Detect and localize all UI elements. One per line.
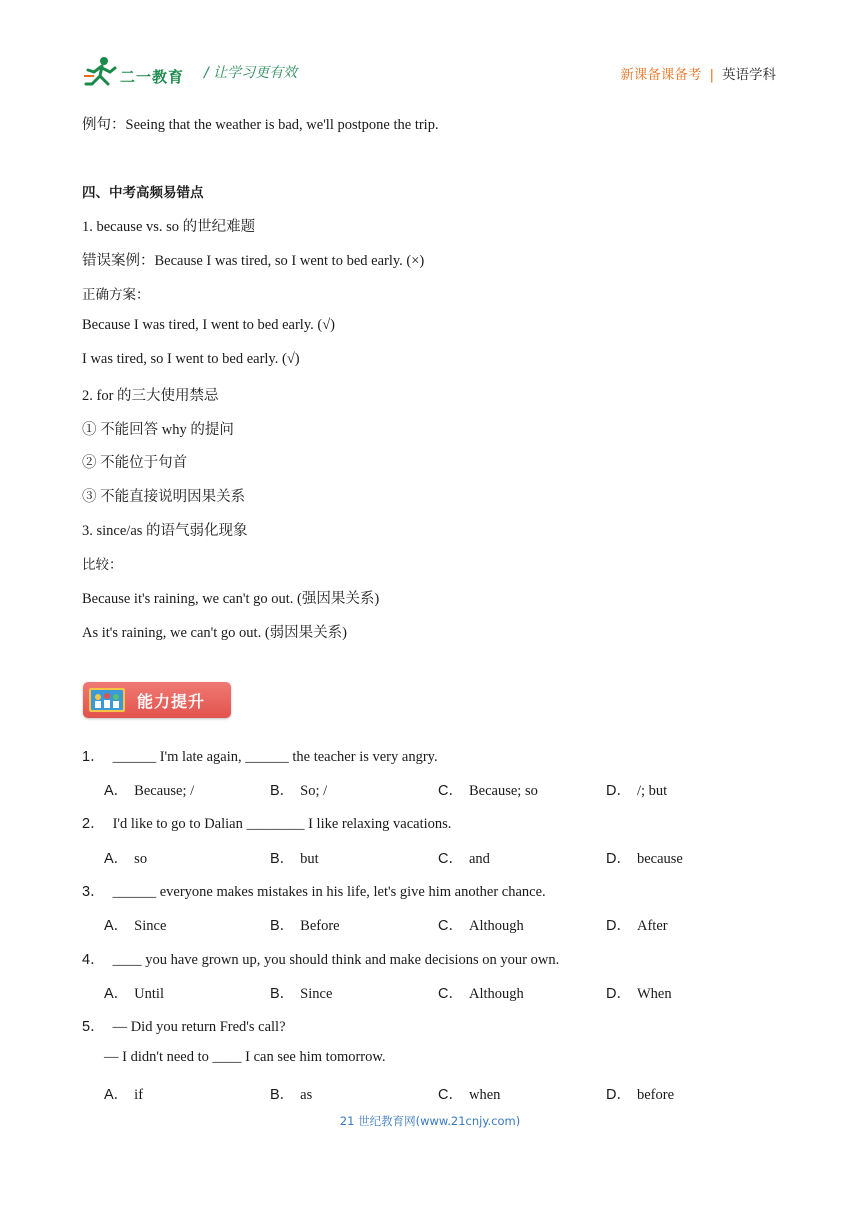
item3-compare-label: 比较： — [82, 557, 123, 573]
option-text: Because; so — [468, 783, 538, 799]
question-number: 5． — [82, 1019, 105, 1035]
option-text: Until — [134, 986, 164, 1002]
option-text: but — [300, 851, 319, 867]
question-5-reply: — I didn't need to ____ I can see him tomorrow. — [104, 1049, 386, 1065]
item2-rule-2: ② 不能位于句首 — [82, 455, 188, 471]
option-letter: C． — [438, 851, 463, 867]
item2-rule-3: ③ 不能直接说明因果关系 — [82, 489, 246, 505]
option-c[interactable] — [438, 1083, 500, 1104]
item1-correct-b: I was tired, so I went to bed early. (√) — [82, 351, 300, 367]
question-2 — [82, 812, 451, 833]
header-course-label: 新课备课备考 — [620, 67, 702, 83]
item3-strong-example: Because it's raining, we can't go out. (强因果关系) — [82, 591, 380, 607]
section-title: 四、中考高频易错点 — [82, 185, 204, 201]
option-b[interactable] — [270, 847, 319, 868]
option-text: before — [636, 1087, 675, 1103]
item2-title: 2. for 的三大使用禁忌 — [82, 388, 219, 404]
option-a[interactable] — [104, 914, 166, 935]
option-letter: B． — [270, 918, 295, 934]
option-letter: B． — [270, 986, 295, 1002]
option-b[interactable] — [270, 779, 327, 800]
option-c[interactable] — [438, 914, 524, 935]
option-letter: B． — [270, 783, 295, 799]
option-letter: C． — [438, 783, 463, 799]
option-letter: D． — [606, 783, 631, 799]
question-3 — [82, 880, 546, 901]
question-stem: I'd like to go to Dalian ________ I like relaxing vacations. — [112, 816, 452, 832]
option-letter: B． — [270, 851, 295, 867]
option-text: When — [636, 986, 672, 1002]
question-1 — [82, 745, 438, 766]
question-4 — [82, 948, 559, 969]
option-text: So; / — [300, 783, 328, 799]
header-subject-label: 英语学科 — [722, 67, 776, 83]
option-letter: D． — [606, 986, 631, 1002]
option-text: Because; / — [134, 783, 195, 799]
option-text: Although — [468, 986, 524, 1002]
option-d[interactable] — [606, 847, 683, 868]
question-stem: ______ I'm late again, ______ the teacher is very angry. — [112, 749, 438, 765]
option-text: Since — [300, 986, 333, 1002]
option-b[interactable] — [270, 1083, 312, 1104]
option-b[interactable] — [270, 982, 332, 1003]
option-text: as — [300, 1087, 313, 1103]
question-number: 4． — [82, 952, 105, 968]
option-c[interactable] — [438, 847, 490, 868]
question-stem: ______ everyone makes mistakes in his life, let's give him another chance. — [112, 884, 546, 900]
option-letter: A． — [104, 986, 129, 1002]
option-a[interactable] — [104, 1083, 143, 1104]
option-letter: C． — [438, 986, 463, 1002]
option-letter: A． — [104, 783, 129, 799]
option-text: when — [468, 1087, 501, 1103]
page-header — [82, 52, 776, 92]
option-text: Although — [468, 918, 524, 934]
footer-link[interactable]: 21 世纪教育网(www.21cnjy.com) — [339, 1114, 521, 1128]
option-a[interactable] — [104, 982, 164, 1003]
logo — [82, 56, 190, 88]
question-number: 2． — [82, 816, 105, 832]
option-d[interactable] — [606, 1083, 674, 1104]
question-5 — [82, 1015, 286, 1036]
slogan: / 让学习更有效 — [204, 65, 298, 81]
option-letter: D． — [606, 851, 631, 867]
option-c[interactable] — [438, 982, 524, 1003]
item2-rule-1: ① 不能回答 why 的提问 — [82, 422, 234, 438]
running-person-icon — [82, 56, 118, 88]
item1-wrong-example: 错误案例：Because I was tired, so I went to bed early. (×) — [82, 253, 425, 269]
item3-title: 3. since/as 的语气弱化现象 — [82, 523, 248, 539]
question-number: 3． — [82, 884, 105, 900]
option-letter: A． — [104, 851, 129, 867]
option-d[interactable] — [606, 779, 667, 800]
item1-correct-a: Because I was tired, I went to bed early. (√) — [82, 317, 336, 333]
option-b[interactable] — [270, 914, 340, 935]
option-text: if — [134, 1087, 144, 1103]
option-text: because — [636, 851, 683, 867]
item3-weak-example: As it's raining, we can't go out. (弱因果关系) — [82, 625, 347, 641]
option-d[interactable] — [606, 982, 672, 1003]
question-number: 1． — [82, 749, 105, 765]
option-text: Before — [300, 918, 340, 934]
option-letter: A． — [104, 918, 129, 934]
header-subject — [620, 63, 776, 83]
logo-text: 二一教育 — [120, 68, 185, 86]
option-d[interactable] — [606, 914, 668, 935]
option-text: Since — [134, 918, 167, 934]
option-a[interactable] — [104, 779, 194, 800]
question-stem: — Did you return Fred's call? — [112, 1019, 286, 1035]
option-text: so — [134, 851, 148, 867]
option-letter: C． — [438, 1087, 463, 1103]
ability-improvement-badge — [83, 682, 231, 718]
badge-label: 能力提升 — [137, 692, 206, 711]
people-board-icon — [89, 688, 125, 712]
option-text: and — [468, 851, 490, 867]
example-sentence: 例句：Seeing that the weather is bad, we'll postpone the trip. — [82, 117, 439, 133]
option-text: /; but — [636, 783, 668, 799]
option-letter: D． — [606, 918, 631, 934]
option-c[interactable] — [438, 779, 538, 800]
option-letter: C． — [438, 918, 463, 934]
header-separator: | — [709, 67, 714, 83]
option-letter: D． — [606, 1087, 631, 1103]
option-a[interactable] — [104, 847, 147, 868]
item1-title: 1. because vs. so 的世纪难题 — [82, 219, 256, 235]
item1-correct-label: 正确方案： — [82, 287, 150, 303]
option-letter: A． — [104, 1087, 129, 1103]
question-stem: ____ you have grown up, you should think and make decisions on your own. — [112, 952, 560, 968]
option-text: After — [636, 918, 668, 934]
option-letter: B． — [270, 1087, 295, 1103]
